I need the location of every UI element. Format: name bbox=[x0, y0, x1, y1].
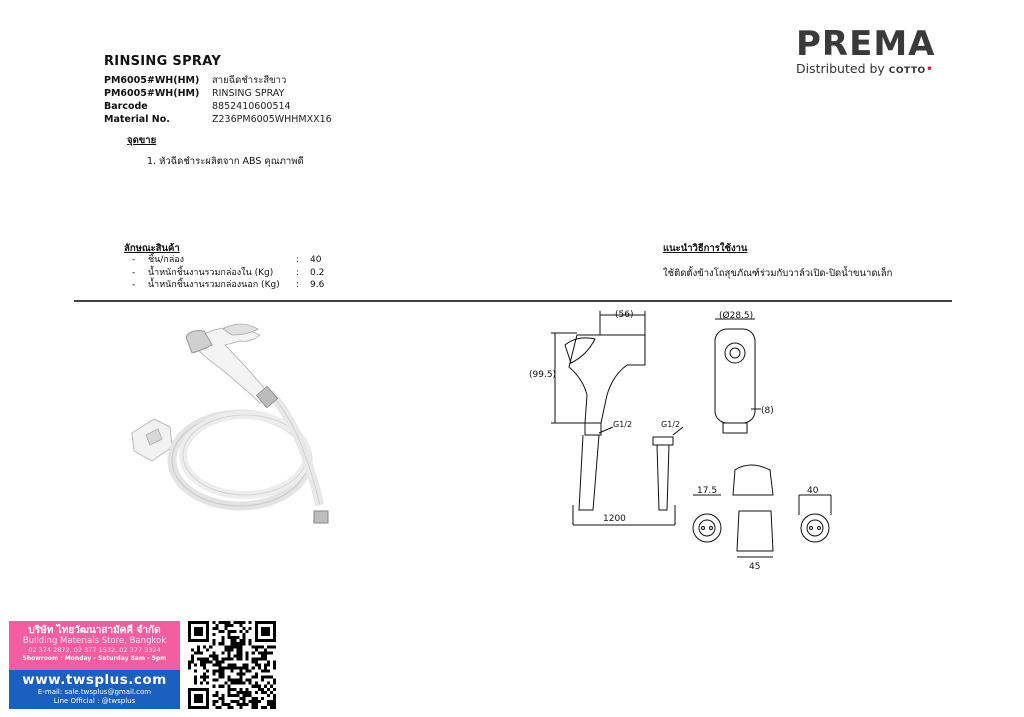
property-row bbox=[132, 254, 324, 267]
holder-left-circle bbox=[693, 514, 721, 542]
property-dash: - bbox=[132, 267, 136, 278]
features-heading: จุดขาย bbox=[127, 135, 157, 146]
dim-label-28-5: (Ø28.5) bbox=[719, 311, 754, 321]
logo-distributed-text: Distributed by bbox=[796, 61, 885, 76]
spec-value: 8852410600514 bbox=[212, 101, 291, 112]
technical-drawing bbox=[525, 305, 845, 575]
logo-brand: PREMA bbox=[796, 24, 936, 64]
banner-bottom bbox=[9, 670, 180, 709]
holder-top bbox=[733, 465, 773, 495]
banner-phones: 02 374 2872, 02 377 1532, 02 377 3324 bbox=[28, 646, 161, 654]
property-colon: : bbox=[296, 255, 300, 265]
product-title: RINSING SPRAY bbox=[104, 54, 222, 69]
fitting-hose bbox=[657, 445, 669, 510]
banner-line: Line Official : @twsplus bbox=[53, 697, 136, 705]
property-colon: : bbox=[296, 267, 300, 278]
dim-label-g12-a: G1/2 bbox=[613, 420, 633, 429]
property-colon: : bbox=[296, 280, 300, 290]
qr-code-icon[interactable] bbox=[188, 621, 276, 709]
spec-row bbox=[104, 113, 332, 126]
banner-email[interactable]: E-mail: sale.twsplus@gmail.com bbox=[37, 688, 152, 696]
logo-dot-icon: • bbox=[925, 61, 934, 76]
spec-row bbox=[104, 74, 332, 87]
usage-text: ใช้ติดตั้งข้างโถสุขภัณฑ์ร่วมกับวาล์วเปิด-ปิดน้ำขนาดเล็ก bbox=[663, 268, 893, 279]
dim-label-40: 40 bbox=[807, 486, 819, 496]
banner-top bbox=[9, 621, 180, 670]
spec-key: Material No. bbox=[104, 114, 170, 125]
property-row bbox=[132, 279, 324, 292]
wall-holder-icon bbox=[132, 419, 172, 461]
spec-row bbox=[104, 87, 332, 100]
property-dash: - bbox=[132, 255, 136, 265]
banner-company: บริษัท ไทยวัฒนาสามัคคี จำกัด bbox=[28, 625, 161, 636]
spec-key: PM6005#WH(HM) bbox=[104, 75, 200, 86]
side-view-hose bbox=[579, 435, 599, 510]
dim-label-8: (8) bbox=[761, 406, 774, 416]
front-view-nozzle bbox=[725, 343, 745, 363]
dim-label-56: (56) bbox=[615, 310, 634, 320]
usage-heading: แนะนำวิธีการใช้งาน bbox=[663, 243, 748, 254]
store-banner bbox=[9, 621, 180, 709]
hose-icon bbox=[172, 393, 320, 506]
spec-value: RINSING SPRAY bbox=[212, 88, 285, 99]
logo-distributed bbox=[796, 61, 956, 76]
side-view-trigger bbox=[565, 338, 595, 363]
holder-right-circle bbox=[801, 514, 829, 542]
dim-label-99-5: (99.5) bbox=[529, 370, 557, 380]
property-value: 0.2 bbox=[310, 267, 325, 278]
property-label: น้ำหนักชิ้นงานรวมกล่องนอก (Kg) bbox=[148, 280, 280, 290]
property-value: 40 bbox=[310, 255, 322, 265]
properties-heading: ลักษณะสินค้า bbox=[124, 243, 180, 254]
banner-website[interactable]: www.twsplus.com bbox=[22, 672, 167, 688]
prema-logo bbox=[796, 25, 956, 76]
banner-store: Building Materials Store, Bangkok bbox=[22, 636, 167, 646]
property-row bbox=[132, 267, 324, 280]
property-label: น้ำหนักชิ้นงานรวมกล่องใน (Kg) bbox=[148, 267, 274, 278]
property-label: ชิ้น/กล่อง bbox=[148, 255, 185, 265]
dim-label-1200: 1200 bbox=[603, 514, 626, 524]
property-dash: - bbox=[132, 280, 136, 290]
holder-side bbox=[737, 511, 773, 551]
product-photo bbox=[120, 315, 350, 535]
property-value: 9.6 bbox=[310, 280, 325, 290]
banner-hours: Showroom : Monday - Saturday 8am - 5pm bbox=[22, 654, 167, 662]
spec-key: Barcode bbox=[104, 101, 148, 112]
hose-nut-icon bbox=[314, 511, 328, 523]
front-view-base bbox=[723, 423, 747, 433]
spec-table bbox=[104, 74, 332, 126]
spec-row bbox=[104, 100, 332, 113]
side-view-nipple bbox=[585, 423, 601, 435]
properties-list bbox=[132, 254, 324, 292]
logo-partner: COTTO bbox=[888, 66, 926, 76]
fitting-nut bbox=[653, 437, 673, 445]
dim-label-g12-b: G1/2 bbox=[661, 420, 681, 429]
dim-label-17-5: 17.5 bbox=[697, 486, 718, 496]
section-divider bbox=[74, 300, 952, 302]
spec-key: PM6005#WH(HM) bbox=[104, 88, 200, 99]
dim-label-45: 45 bbox=[749, 562, 761, 572]
feature-item: 1. หัวฉีดชำระผลิตจาก ABS คุณภาพดี bbox=[147, 156, 304, 167]
spec-value: สายฉีดชำระสีขาว bbox=[212, 75, 287, 86]
spec-value: Z236PM6005WHHMXX16 bbox=[212, 114, 332, 125]
spray-head-icon bbox=[186, 324, 278, 408]
side-view-outline bbox=[569, 335, 645, 423]
